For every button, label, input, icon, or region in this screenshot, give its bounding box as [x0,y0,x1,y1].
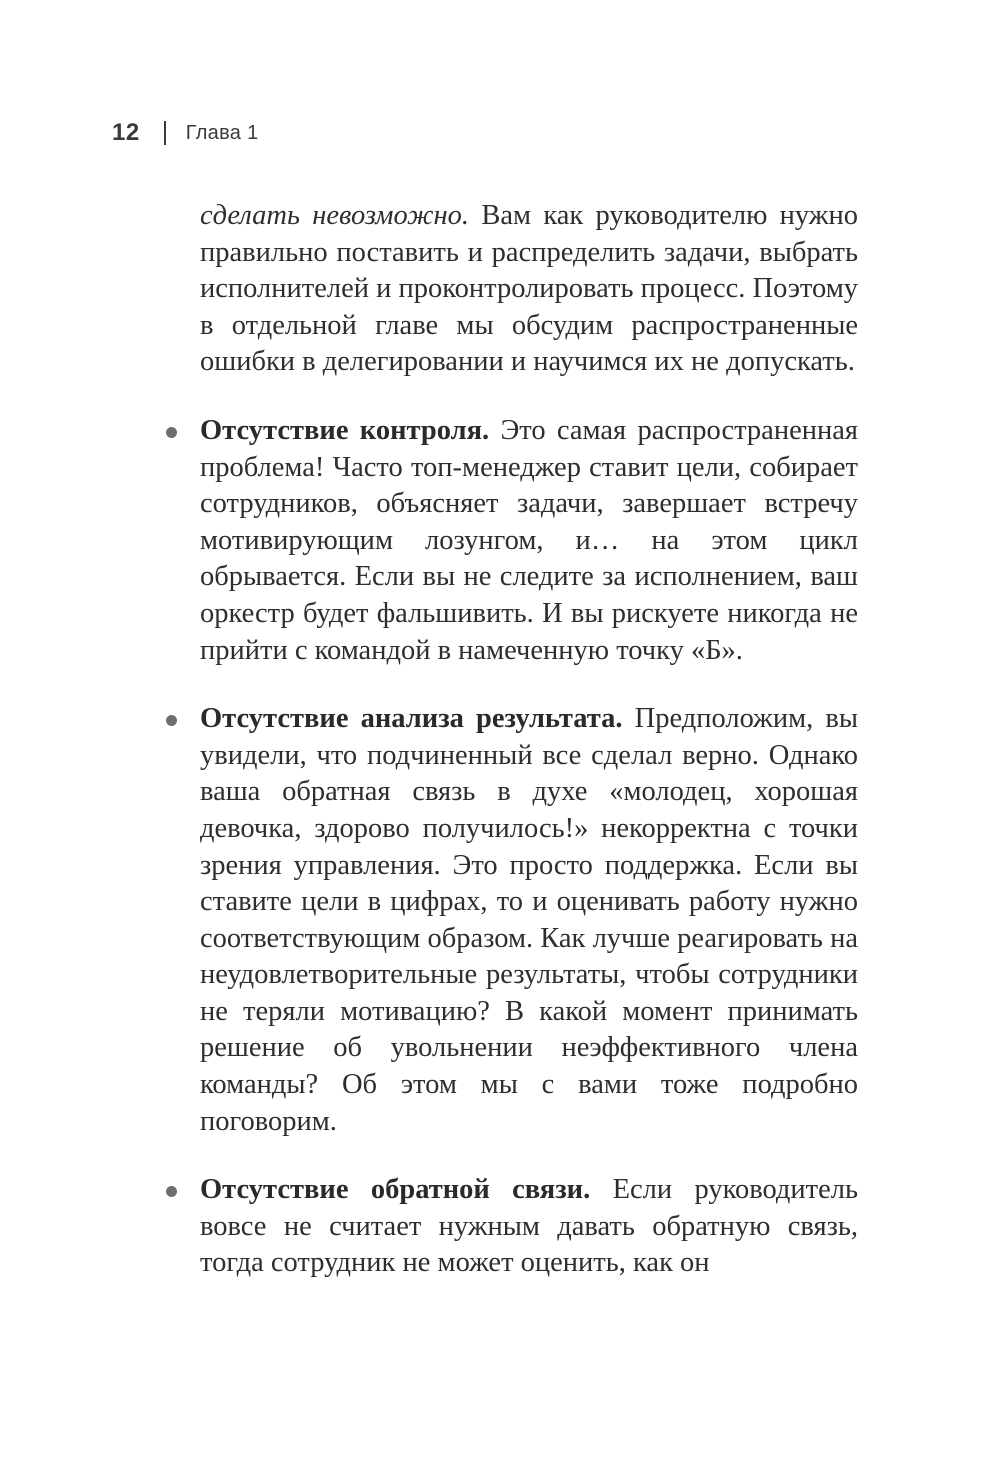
running-head [112,116,259,150]
bullet-text: Если руководитель вовсе не считает нужным давать обратную связь, тогда сотрудник не может оценить, как он [200,1174,858,1279]
bullet-item-feedback [200,1172,858,1282]
bullet-item-analysis [200,701,858,1140]
chapter-label: Глава 1 [185,121,259,144]
bullet-list [200,413,858,1282]
bullet-dot-icon [166,427,177,438]
bullet-title: Отсутствие анализа результата. [200,703,623,735]
bullet-item-control [200,413,858,669]
page-number: 12 [112,119,140,146]
page-body [200,198,858,1282]
intro-emphasis: сделать невозможно. [200,200,470,231]
intro-paragraph [200,198,858,381]
bullet-title: Отсутствие обратной связи. [200,1174,591,1206]
bullet-title: Отсутствие контроля. [200,414,490,446]
bullet-text: Предположим, вы увидели, что подчиненный все сделал верно. Однако ваша обратная связь в духе «молодец, хорошая девочка, здорово получилось!» некорректна с точки зрения управления. Это просто поддержка. Если вы ставите цели в цифрах, то и оценивать работу нужно соответствующим образом. Как лучше реагировать на неудовлетворительные результаты, чтобы сотрудники не теряли мотивацию? В какой момент принимать решение об увольнении неэффективного члена команды? Об этом мы с вами тоже подробно поговорим. [200,703,858,1137]
bullet-dot-icon [166,1186,177,1197]
intro-text: Вам как руководителю нужно правильно поставить и распределить задачи, выбрать исполнителей и проконтролировать процесс. Поэтому в отдельной главе мы обсудим распространенные ошибки в делегировании и научимся их не допускать. [200,200,859,378]
bullet-dot-icon [166,715,177,726]
header-separator [164,121,166,145]
bullet-text: Это самая распространенная проблема! Часто топ-менеджер ставит цели, собирает сотрудников, объясняет задачи, завершает встречу мотивирующим лозунгом, и… на этом цикл обрывается. Если вы не следите за исполнением, ваш оркестр будет фальшивить. И вы рискуете никогда не прийти с командой в намеченную точку «Б». [200,414,858,666]
